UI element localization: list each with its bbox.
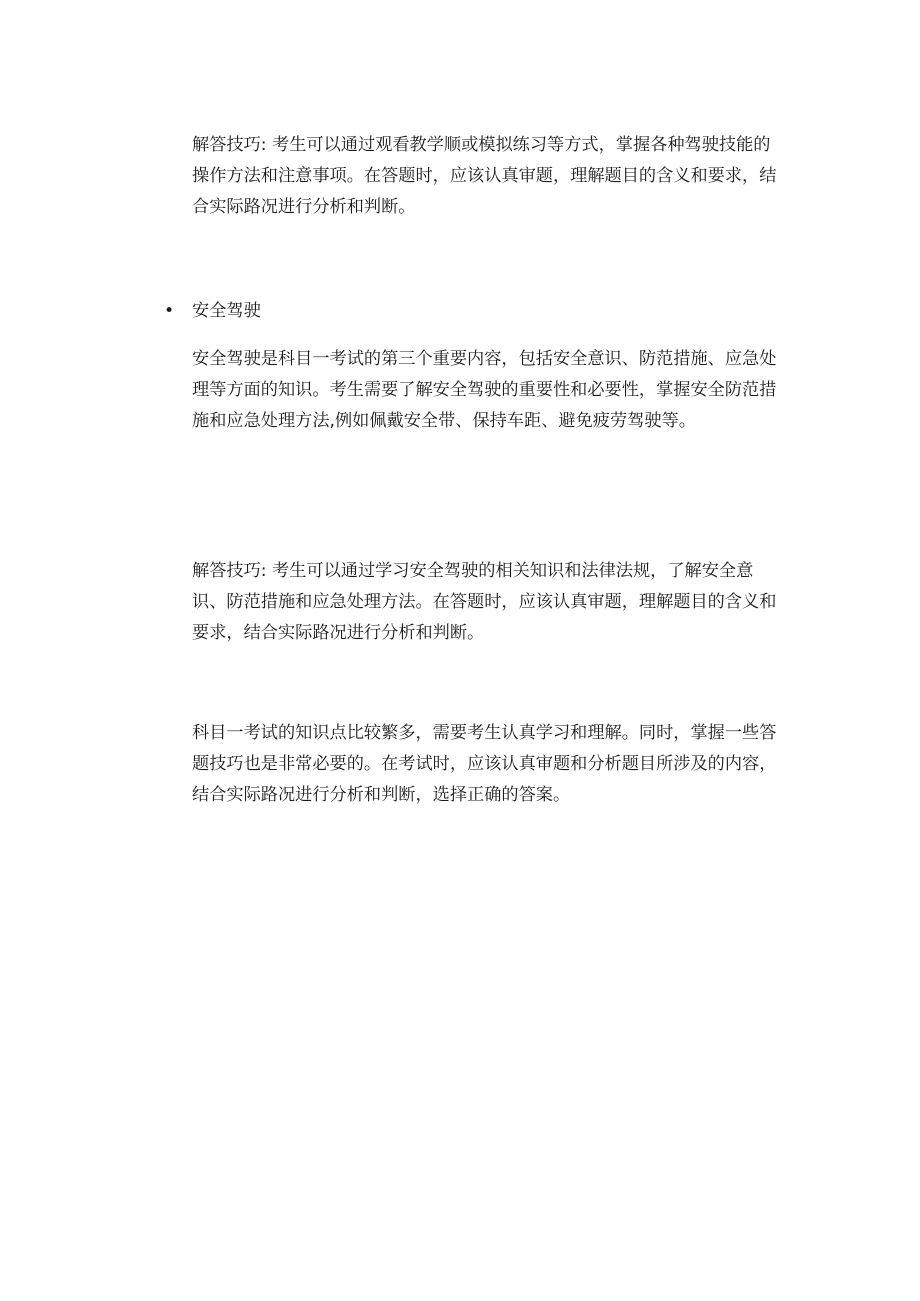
summary-paragraph: 科目一考试的知识点比较繁多，需要考生认真学习和理解。同时，掌握一些答题技巧也是非常必要的。在考试时，应该认真审题和分析题目所涉及的内容，结合实际路况进行分析和判断，选择正确的答案。 — [192, 723, 777, 805]
safe-driving-paragraph: 安全驾驶是科目一考试的第三个重要内容，包括安全意识、防范措施、应急处理等方面的知识。考生需要了解安全驾驶的重要性和必要性，掌握安全防范措施和应急处理方法,例如佩戴安全带、保持车距、避免疲劳驾驶等。 — [192, 349, 777, 431]
answer-tips-paragraph-1: 解答技巧: 考生可以通过观看教学顺或模拟练习等方式，掌握各种驾驶技能的操作方法和注意事项。在答题时，应该认真审题，理解题目的含义和要求，结合实际路况进行分析和判断。 — [192, 135, 777, 217]
bullet-item-safe-driving — [160, 296, 784, 327]
answer-tips-paragraph-2: 解答技巧: 考生可以通过学习安全驾驶的相关知识和法律法规，了解安全意识、防范措施和应急处理方法。在答题时，应该认真审题，理解题目的含义和要求，结合实际路况进行分析和判断。 — [192, 561, 777, 643]
bullet-label: 安全驾驶 — [192, 301, 261, 321]
bullet-icon: • — [164, 301, 175, 321]
